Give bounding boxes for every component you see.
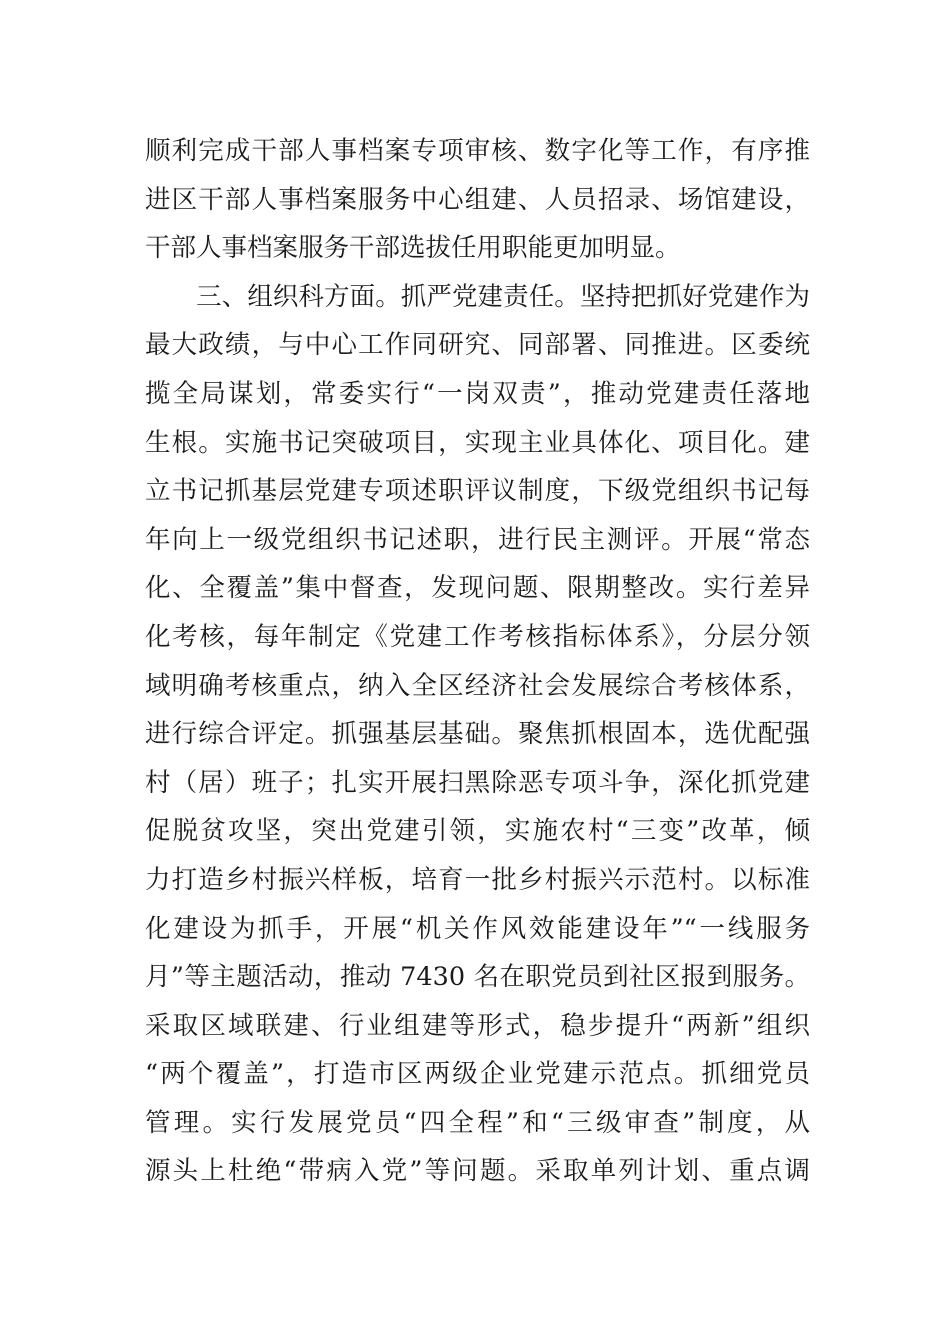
text-line: 源头上杜绝“带病入党”等问题。采取单列计划、重点调 — [145, 1156, 810, 1187]
text-line: 进行综合评定。抓强基层基础。聚焦抓根固本，选优配强 — [145, 719, 810, 750]
text-line: 生根。实施书记突破项目，实现主业具体化、项目化。建 — [145, 427, 810, 458]
text-line: 月”等主题活动，推动 7430 名在职党员到社区报到服务。 — [145, 962, 810, 993]
text-line: 化建设为抓手，开展“机关作风效能建设年”“一线服务 — [145, 913, 810, 944]
text-line: 立书记抓基层党建专项述职评议制度，下级党组织书记每 — [145, 476, 810, 507]
text-line: 采取区域联建、行业组建等形式，稳步提升“两新”组织 — [145, 1010, 810, 1041]
text-line: 顺利完成干部人事档案专项审核、数字化等工作，有序推 — [145, 136, 810, 166]
text-line: “两个覆盖”，打造市区两级企业党建示范点。抓细党员 — [145, 1059, 810, 1090]
text-line: 促脱贫攻坚，突出党建引领，实施农村“三变”改革，倾 — [145, 816, 810, 847]
text-line: 管理。实行发展党员“四全程”和“三级审查”制度，从 — [145, 1107, 810, 1138]
text-line: 干部人事档案服务干部选拔任用职能更加明显。 — [145, 233, 681, 264]
text-line: 最大政绩，与中心工作同研究、同部署、同推进。区委统 — [145, 330, 810, 361]
text-line: 化考核，每年制定《党建工作考核指标体系》，分层分领 — [145, 621, 810, 652]
text-line: 力打造乡村振兴样板，培育一批乡村振兴示范村。以标准 — [145, 864, 810, 895]
text-line: 化、全覆盖”集中督查，发现问题、限期整改。实行差异 — [145, 573, 810, 604]
text-line: 村（居）班子；扎实开展扫黑除恶专项斗争，深化抓党建 — [145, 767, 810, 798]
text-line: 三、组织科方面。抓严党建责任。坚持把抓好党建作为 — [145, 281, 810, 312]
text-line: 年向上一级党组织书记述职，进行民主测评。开展“常态 — [145, 524, 810, 555]
body-text — [145, 127, 810, 1196]
text-line: 域明确考核重点，纳入全区经济社会发展综合考核体系， — [145, 670, 810, 701]
text-line: 进区干部人事档案服务中心组建、人员招录、场馆建设， — [145, 184, 810, 215]
text-line: 揽全局谋划，常委实行“一岗双责”，推动党建责任落地 — [145, 378, 810, 409]
